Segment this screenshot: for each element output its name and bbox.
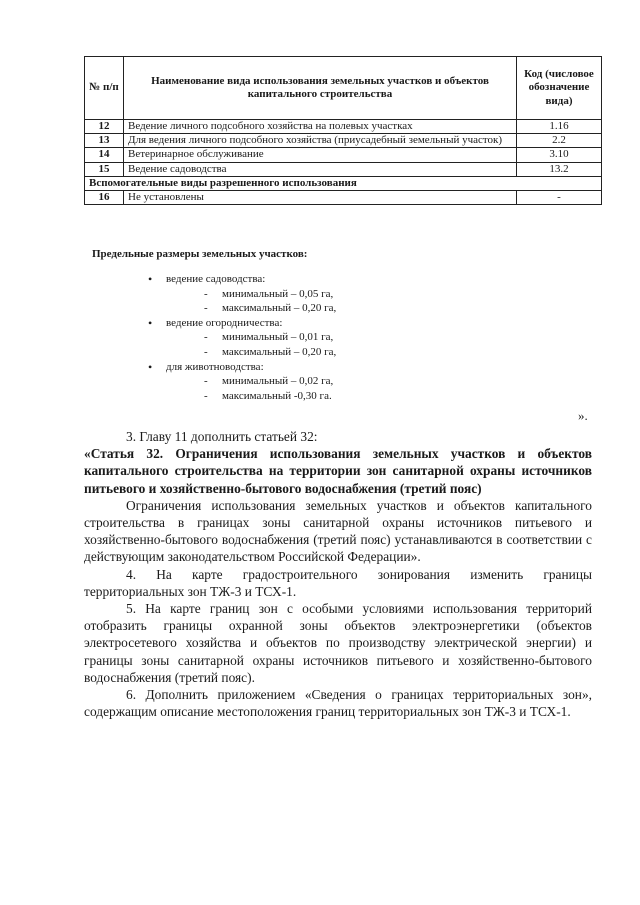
row-code: 13.2: [517, 162, 602, 176]
row-name: Не установлены: [124, 190, 517, 204]
row-name: Ведение личного подсобного хозяйства на полевых участках: [124, 120, 517, 134]
header-num: № п/п: [85, 57, 124, 120]
max-size: - максимальный – 0,20 га,: [166, 301, 336, 316]
row-name: Для ведения личного подсобного хозяйства (приусадебный земельный участок): [124, 134, 517, 148]
min-size: - минимальный – 0,02 га,: [166, 374, 336, 389]
header-name: Наименование вида использования земельных участков и объектов капитального строительства: [124, 57, 517, 120]
category-label: для животноводства:: [166, 360, 264, 373]
paragraph-item-4: 4. На карте градостроительного зонирования изменить границы территориальных зон ТЖ-3 и ТСХ-1.: [84, 566, 592, 599]
row-code: 3.10: [517, 148, 602, 162]
auxiliary-uses-heading: Вспомогательные виды разрешенного использования: [85, 176, 602, 190]
document-body: [84, 428, 592, 720]
list-item: [146, 272, 336, 316]
closing-quote: ».: [578, 408, 588, 423]
table-row: [85, 162, 602, 176]
row-num: 14: [85, 148, 124, 162]
max-size: - максимальный – 0,20 га,: [166, 345, 336, 360]
row-num: 15: [85, 162, 124, 176]
land-use-table: [84, 56, 602, 205]
row-name: Ветеринарное обслуживание: [124, 148, 517, 162]
row-num: 12: [85, 120, 124, 134]
header-code: Код (числовое обозначение вида): [517, 57, 602, 120]
row-num: 13: [85, 134, 124, 148]
row-code: 2.2: [517, 134, 602, 148]
table-row: [85, 134, 602, 148]
table-row: [85, 120, 602, 134]
row-name: Ведение садоводства: [124, 162, 517, 176]
min-size: - минимальный – 0,01 га,: [166, 330, 336, 345]
limits-title: Предельные размеры земельных участков:: [92, 248, 308, 260]
min-size: - минимальный – 0,05 га,: [166, 287, 336, 302]
table-header-row: [85, 57, 602, 120]
row-code: 1.16: [517, 120, 602, 134]
category-label: ведение огородничества:: [166, 316, 283, 329]
limits-list: [146, 272, 336, 403]
table-row: [85, 148, 602, 162]
list-item: [146, 316, 336, 360]
table-subheader-row: [85, 176, 602, 190]
paragraph-item-3: 3. Главу 11 дополнить статьей 32:: [126, 429, 318, 444]
paragraph-article-text: Ограничения использования земельных участков и объектов капитального строительства в границах зоны санитарной охраны источников питьевого и хозяйственно-бытового водоснабжения (третий пояс) устанавливаются в соответствии с действующим законодательством Российской Федерации».: [84, 497, 592, 565]
row-num: 16: [85, 190, 124, 204]
table-row: [85, 190, 602, 204]
paragraph-item-5: 5. На карте границ зон с особыми условиями использования территорий отобразить границы охранной зоны объектов электроэнергетики (объектов электросетевого хозяйства и объектов по производству электрической энергии) и границы зоны санитарной охраны источников питьевого и хозяйственно-бытового водоснабжения (третий пояс).: [84, 601, 592, 685]
paragraph-item-6: 6. Дополнить приложением «Сведения о границах территориальных зон», содержащим описание местоположения границ территориальных зон ТЖ-3 и ТСХ-1.: [84, 687, 592, 720]
row-code: -: [517, 190, 602, 204]
max-size: - максимальный -0,30 га.: [166, 389, 336, 404]
category-label: ведение садоводства:: [166, 273, 266, 285]
list-item: [146, 360, 336, 404]
article-32-heading: «Статья 32. Ограничения использования земельных участков и объектов капитального строительства на территории зон санитарной охраны источников питьевого и хозяйственно-бытового водоснабжения (третий пояс): [84, 446, 592, 496]
